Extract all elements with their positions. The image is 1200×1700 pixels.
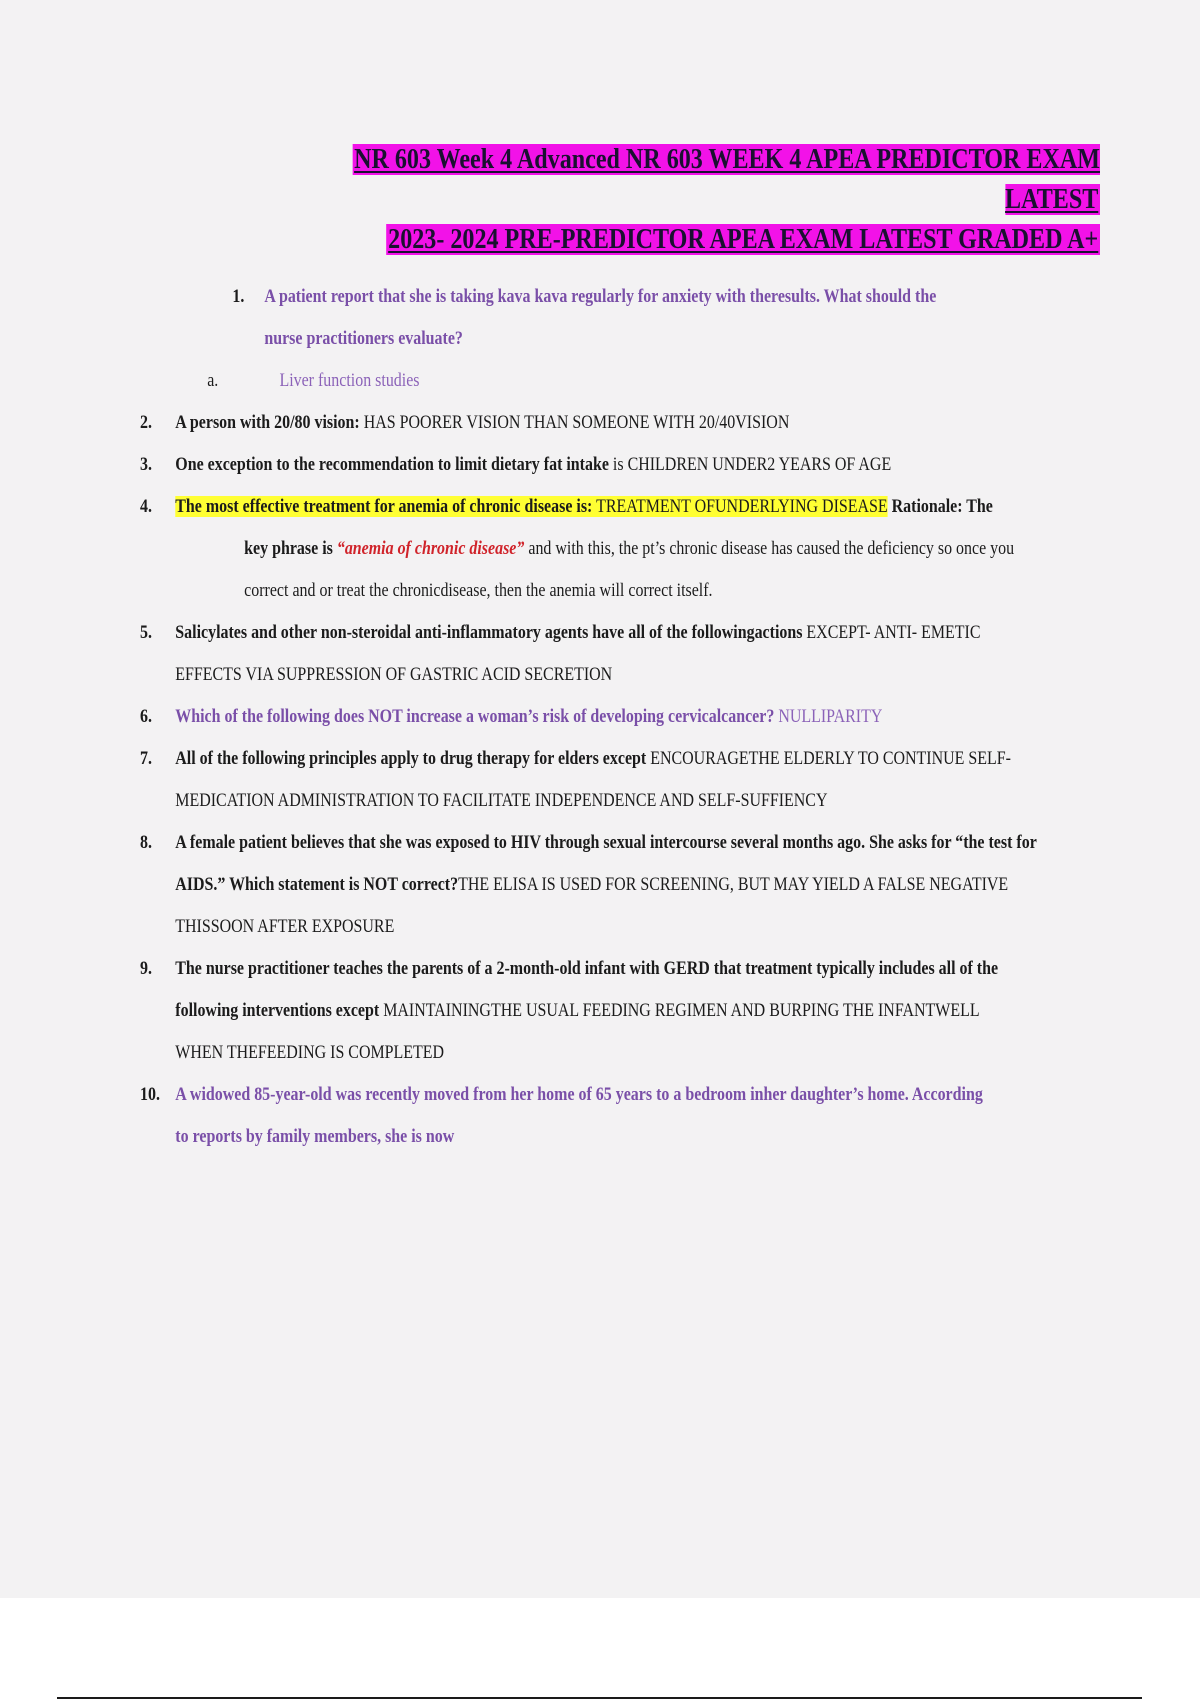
list-item xyxy=(232,276,1114,360)
question-text: One exception to the recommendation to limit dietary fat intake xyxy=(175,454,609,475)
question-text-cont: following interventions except xyxy=(175,1000,380,1021)
question-text-cont: AIDS.” Which statement is NOT correct? xyxy=(175,874,459,895)
answer-text-cont: THISSOON AFTER EXPOSURE xyxy=(175,916,395,937)
question-text-cont: nurse practitioners evaluate? xyxy=(264,328,463,349)
rationale-label: Rationale: The xyxy=(891,496,993,517)
list-item xyxy=(140,402,1114,444)
answer-text: MAINTAININGTHE USUAL FEEDING REGIMEN AND BURPING THE INFANTWELL xyxy=(383,1000,980,1021)
list-item xyxy=(140,444,1114,486)
item-number: 2. xyxy=(140,412,152,433)
question-text: Which of the following does NOT increase a woman’s risk of developing cervicalcancer? xyxy=(175,706,775,727)
rationale-text: key phrase is “anemia of chronic disease” and with this, the pt’s chronic disease has caused the deficiency so once you xyxy=(244,538,1015,559)
sub-answer-text: Liver function studies xyxy=(279,370,420,391)
item-number: 8. xyxy=(140,832,152,853)
list-item xyxy=(140,822,1114,948)
list-item xyxy=(140,612,1114,696)
list-item xyxy=(140,696,1114,738)
page-divider xyxy=(57,1697,1142,1699)
rationale-text-cont: correct and or treat the chronicdisease, then the anemia will correct itself. xyxy=(244,580,713,601)
answer-text: TREATMENT OFUNDERLYING DISEASE xyxy=(596,496,888,517)
document-title xyxy=(352,140,1100,260)
item-number: 6. xyxy=(140,706,152,727)
question-text: The nurse practitioner teaches the parents of a 2-month-old infant with GERD that treatment typically includes all of the xyxy=(175,958,999,979)
question-text: Salicylates and other non-steroidal anti-inflammatory agents have all of the followingactions xyxy=(175,622,803,643)
item-number: 4. xyxy=(140,496,152,517)
question-text: A patient report that she is taking kava kava regularly for anxiety with theresults. What should the xyxy=(264,286,937,307)
item-number: 5. xyxy=(140,622,152,643)
title-line-2: 2023- 2024 PRE-PREDICTOR APEA EXAM LATEST GRADED A+ xyxy=(388,224,1099,255)
question-text: All of the following principles apply to drug therapy for elders except xyxy=(175,748,647,769)
question-text: A widowed 85-year-old was recently moved from her home of 65 years to a bedroom inher daughter’s home. According xyxy=(175,1084,983,1105)
answer-text: is CHILDREN UNDER2 YEARS OF AGE xyxy=(612,454,892,475)
question-text: A female patient believes that she was exposed to HIV through sexual intercourse several months ago. She asks for “the test for xyxy=(175,832,1037,853)
answer-text: EXCEPT- ANTI- EMETIC xyxy=(806,622,981,643)
question-list xyxy=(140,276,1120,1158)
title-line-1: NR 603 Week 4 Advanced NR 603 WEEK 4 APEA PREDICTOR EXAM LATEST xyxy=(354,144,1101,215)
item-number: 3. xyxy=(140,454,152,475)
answer-text: NULLIPARITY xyxy=(778,706,883,727)
rationale-quote: “anemia of chronic disease” xyxy=(336,538,525,559)
answer-text-cont: WHEN THEFEEDING IS COMPLETED xyxy=(175,1042,445,1063)
answer-text-cont: MEDICATION ADMINISTRATION TO FACILITATE INDEPENDENCE AND SELF-SUFFIENCY xyxy=(175,790,828,811)
answer-text: ENCOURAGETHE ELDERLY TO CONTINUE SELF- xyxy=(650,748,1011,769)
sub-answer xyxy=(207,360,1114,402)
answer-text-cont: EFFECTS VIA SUPPRESSION OF GASTRIC ACID SECRETION xyxy=(175,664,613,685)
question-text-cont: to reports by family members, she is now xyxy=(175,1126,455,1147)
question-text: The most effective treatment for anemia of chronic disease is: xyxy=(175,496,593,517)
item-number: 9. xyxy=(140,958,152,979)
list-item xyxy=(140,1074,1114,1158)
question-text: A person with 20/80 vision: xyxy=(175,412,360,433)
list-item xyxy=(140,486,1114,612)
answer-text: THE ELISA IS USED FOR SCREENING, BUT MAY YIELD A FALSE NEGATIVE xyxy=(458,874,1009,895)
item-number: 7. xyxy=(140,748,152,769)
sub-label: a. xyxy=(207,370,219,391)
list-item xyxy=(140,738,1114,822)
item-number: 10. xyxy=(140,1084,160,1105)
item-number: 1. xyxy=(232,286,245,307)
list-item xyxy=(140,948,1114,1074)
answer-text: HAS POORER VISION THAN SOMEONE WITH 20/40VISION xyxy=(363,412,790,433)
